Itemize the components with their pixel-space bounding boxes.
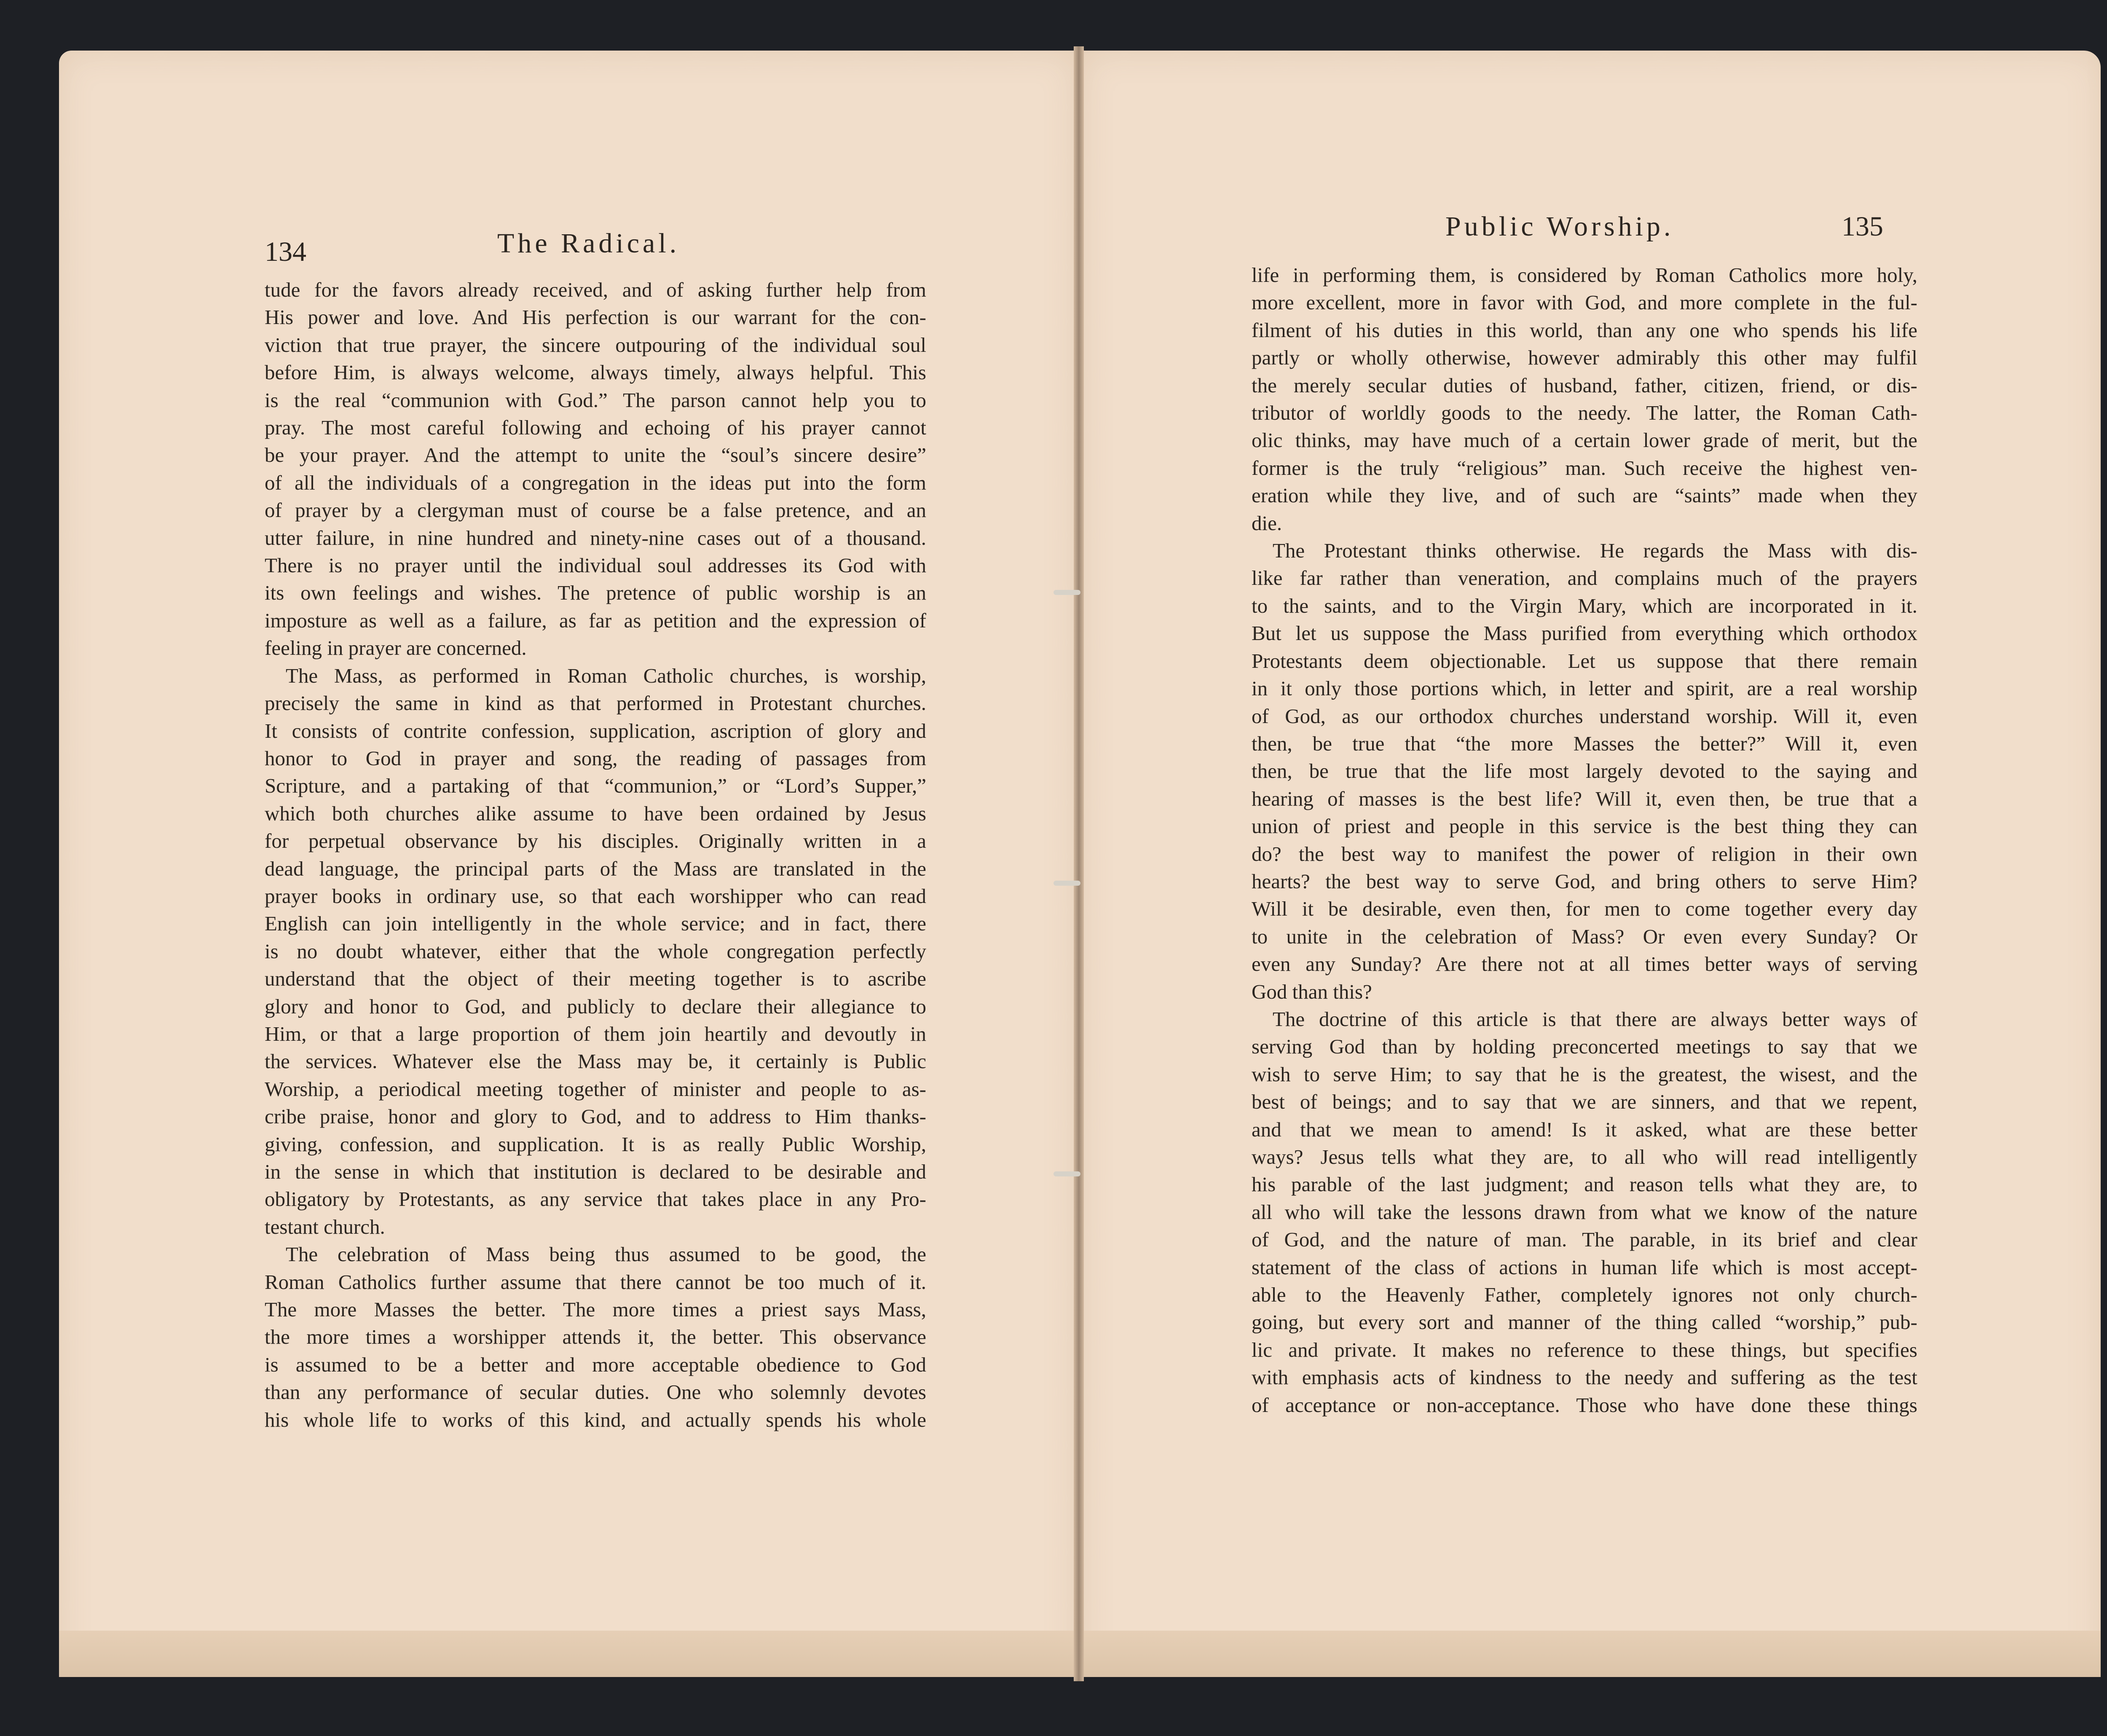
text-line: then, be true that “the more Masses the better?” Will it, even bbox=[1252, 731, 1917, 755]
text-line: honor to God in prayer and song, the reading of passages from bbox=[265, 746, 926, 770]
text-line: his whole life to works of this kind, and actually spends his whole bbox=[265, 1408, 926, 1431]
text-line: olic thinks, may have much of a certain lower grade of merit, but the bbox=[1252, 429, 1917, 452]
text-line: giving, confession, and supplication. It is as really Public Worship, bbox=[265, 1132, 926, 1156]
text-line: be your prayer. And the attempt to unite the “soul’s sincere desire” bbox=[265, 443, 926, 467]
text-line: tude for the favors already received, and of asking further help from bbox=[265, 278, 926, 301]
text-line: of acceptance or non-acceptance. Those who have done these things bbox=[1252, 1393, 1917, 1417]
text-line: glory and honor to God, and publicly to declare their allegiance to bbox=[265, 994, 926, 1018]
text-line: filment of his duties in this world, than any one who spends his life bbox=[1252, 318, 1917, 342]
text-line: There is no prayer until the individual soul addresses its God with bbox=[265, 554, 926, 577]
right-page-body-text bbox=[1252, 261, 1917, 1419]
text-line: best of beings; and to say that we are sinners, and that we repent, bbox=[1252, 1090, 1917, 1114]
text-line: English can join intelligently in the whole service; and in fact, there bbox=[265, 912, 926, 935]
text-line: going, but every sort and manner of the thing called “worship,” pub- bbox=[1252, 1310, 1917, 1334]
left-page-edge bbox=[59, 1631, 1077, 1677]
text-line: the services. Whatever else the Mass may be, it certainly is Public bbox=[265, 1050, 926, 1073]
binding-stitch bbox=[1054, 881, 1080, 886]
text-line: die. bbox=[1252, 511, 1282, 535]
text-line: which both churches alike assume to have been ordained by Jesus bbox=[265, 801, 926, 825]
right-running-head: Public Worship. bbox=[1445, 211, 1674, 242]
text-line: His power and love. And His perfection is our warrant for the con- bbox=[265, 305, 926, 329]
text-line: Him, or that a large proportion of them join heartily and devoutly in bbox=[265, 1022, 926, 1045]
text-line: more excellent, more in favor with God, and more complete in the ful- bbox=[1252, 291, 1917, 314]
text-line: his parable of the last judgment; and reason tells what they are, to bbox=[1252, 1173, 1917, 1196]
book-gutter bbox=[1074, 46, 1084, 1681]
text-line: do? the best way to manifest the power of religion in their own bbox=[1252, 842, 1917, 865]
text-line: with emphasis acts of kindness to the needy and suffering as the test bbox=[1252, 1366, 1917, 1389]
text-line: serving God than by holding preconcerted meetings to say that we bbox=[1252, 1035, 1917, 1058]
text-line: precisely the same in kind as that performed in Protestant churches. bbox=[265, 691, 926, 715]
text-line: all who will take the lessons drawn from what we know of the nature bbox=[1252, 1200, 1917, 1224]
text-line: to unite in the celebration of Mass? Or even every Sunday? Or bbox=[1252, 924, 1917, 948]
text-line: ways? Jesus tells what they are, to all who will read intelligently bbox=[1252, 1145, 1917, 1168]
binding-stitch bbox=[1054, 590, 1080, 595]
text-line: eration while they live, and of such are “saints” made when they bbox=[1252, 484, 1917, 507]
text-line: of all the individuals of a congregation in the ideas put into the form bbox=[265, 471, 926, 494]
left-page-number: 134 bbox=[265, 236, 306, 267]
text-line: utter failure, in nine hundred and ninety-nine cases out of a thousand. bbox=[265, 526, 926, 549]
binding-stitch bbox=[1054, 1171, 1080, 1176]
text-line: Scripture, and a partaking of that “communion,” or “Lord’s Supper,” bbox=[265, 774, 926, 798]
text-line: wish to serve Him; to say that he is the greatest, the wisest, and the bbox=[1252, 1062, 1917, 1086]
right-page-number: 135 bbox=[1842, 211, 1883, 242]
text-line: understand that the object of their meeting together is to ascribe bbox=[265, 967, 926, 991]
text-line: The celebration of Mass being thus assumed to be good, the bbox=[286, 1243, 926, 1266]
text-line: It consists of contrite confession, supplication, ascription of glory and bbox=[265, 719, 926, 742]
text-line: Roman Catholics further assume that there cannot be too much of it. bbox=[265, 1270, 926, 1294]
text-line: lic and private. It makes no reference to these things, but specifies bbox=[1252, 1338, 1917, 1361]
text-line: before Him, is always welcome, always timely, always helpful. This bbox=[265, 361, 926, 384]
text-line: Worship, a periodical meeting together of minister and people to as- bbox=[265, 1077, 926, 1101]
text-line: feeling in prayer are concerned. bbox=[265, 636, 527, 660]
text-line: of God, as our orthodox churches understand worship. Will it, even bbox=[1252, 704, 1917, 728]
text-line: of God, and the nature of man. The parable, in its brief and clear bbox=[1252, 1228, 1917, 1251]
text-line: The more Masses the better. The more times a priest says Mass, bbox=[265, 1298, 926, 1321]
text-line: dead language, the principal parts of the Mass are translated in the bbox=[265, 857, 926, 880]
text-line: is no doubt whatever, either that the whole congregation perfectly bbox=[265, 939, 926, 963]
text-line: in it only those portions which, in letter and spirit, are a real worship bbox=[1252, 677, 1917, 700]
text-line: for perpetual observance by his disciples. Originally written in a bbox=[265, 829, 926, 853]
text-line: viction that true prayer, the sincere outpouring of the individual soul bbox=[265, 333, 926, 356]
text-line: The Protestant thinks otherwise. He regards the Mass with dis- bbox=[1273, 539, 1917, 563]
text-line: and that we mean to amend! Is it asked, what are these better bbox=[1252, 1117, 1917, 1141]
text-line: statement of the class of actions in human life which is most accept- bbox=[1252, 1255, 1917, 1279]
text-line: like far rather than veneration, and complains much of the prayers bbox=[1252, 566, 1917, 590]
left-page-body-text bbox=[265, 276, 926, 1433]
text-line: the merely secular duties of husband, father, citizen, friend, or dis- bbox=[1252, 373, 1917, 397]
text-line: even any Sunday? Are there not at all times better ways of serving bbox=[1252, 952, 1917, 976]
text-line: of prayer by a clergyman must of course be a false pretence, and an bbox=[265, 498, 926, 522]
text-line: God than this? bbox=[1252, 980, 1372, 1003]
text-line: life in performing them, is considered by Roman Catholics more holy, bbox=[1252, 263, 1917, 287]
text-line: But let us suppose the Mass purified from everything which orthodox bbox=[1252, 622, 1917, 645]
text-line: tributor of worldly goods to the needy. The latter, the Roman Cath- bbox=[1252, 401, 1917, 425]
text-line: hearts? the best way to serve God, and bring others to serve Him? bbox=[1252, 869, 1917, 893]
text-line: The Mass, as performed in Roman Catholic churches, is worship, bbox=[286, 664, 926, 687]
text-line: pray. The most careful following and echoing of his prayer cannot bbox=[265, 416, 926, 439]
text-line: The doctrine of this article is that there are always better ways of bbox=[1273, 1007, 1917, 1031]
text-line: Protestants deem objectionable. Let us suppose that there remain bbox=[1252, 649, 1917, 672]
text-line: is the real “communion with God.” The parson cannot help you to bbox=[265, 388, 926, 412]
text-line: partly or wholly otherwise, however admirably this other may fulfil bbox=[1252, 346, 1917, 370]
text-line: then, be true that the life most largely devoted to the saying and bbox=[1252, 759, 1917, 783]
text-line: hearing of masses is the best life? Will it, even then, be true that a bbox=[1252, 787, 1917, 810]
text-line: to the saints, and to the Virgin Mary, which are incorporated in it. bbox=[1252, 594, 1917, 617]
right-page-edge bbox=[1081, 1631, 2101, 1677]
text-line: its own feelings and wishes. The pretence of public worship is an bbox=[265, 581, 926, 605]
text-line: cribe praise, honor and glory to God, and to address to Him thanks- bbox=[265, 1105, 926, 1128]
left-running-head: The Radical. bbox=[497, 228, 680, 259]
text-line: Will it be desirable, even then, for men to come together every day bbox=[1252, 897, 1917, 921]
text-line: the more times a worshipper attends it, the better. This observance bbox=[265, 1325, 926, 1349]
text-line: union of priest and people in this service is the best thing they can bbox=[1252, 814, 1917, 838]
text-line: former is the truly “religious” man. Such receive the highest ven- bbox=[1252, 456, 1917, 480]
text-line: is assumed to be a better and more acceptable obedience to God bbox=[265, 1353, 926, 1376]
text-line: in the sense in which that institution is declared to be desirable and bbox=[265, 1160, 926, 1183]
text-line: prayer books in ordinary use, so that each worshipper who can read bbox=[265, 884, 926, 908]
text-line: testant church. bbox=[265, 1215, 385, 1238]
text-line: than any performance of secular duties. One who solemnly devotes bbox=[265, 1380, 926, 1404]
text-line: able to the Heavenly Father, completely ignores not only church- bbox=[1252, 1283, 1917, 1307]
text-line: obligatory by Protestants, as any service that takes place in any Pro- bbox=[265, 1187, 926, 1211]
text-line: imposture as well as a failure, as far as petition and the expression of bbox=[265, 608, 926, 632]
